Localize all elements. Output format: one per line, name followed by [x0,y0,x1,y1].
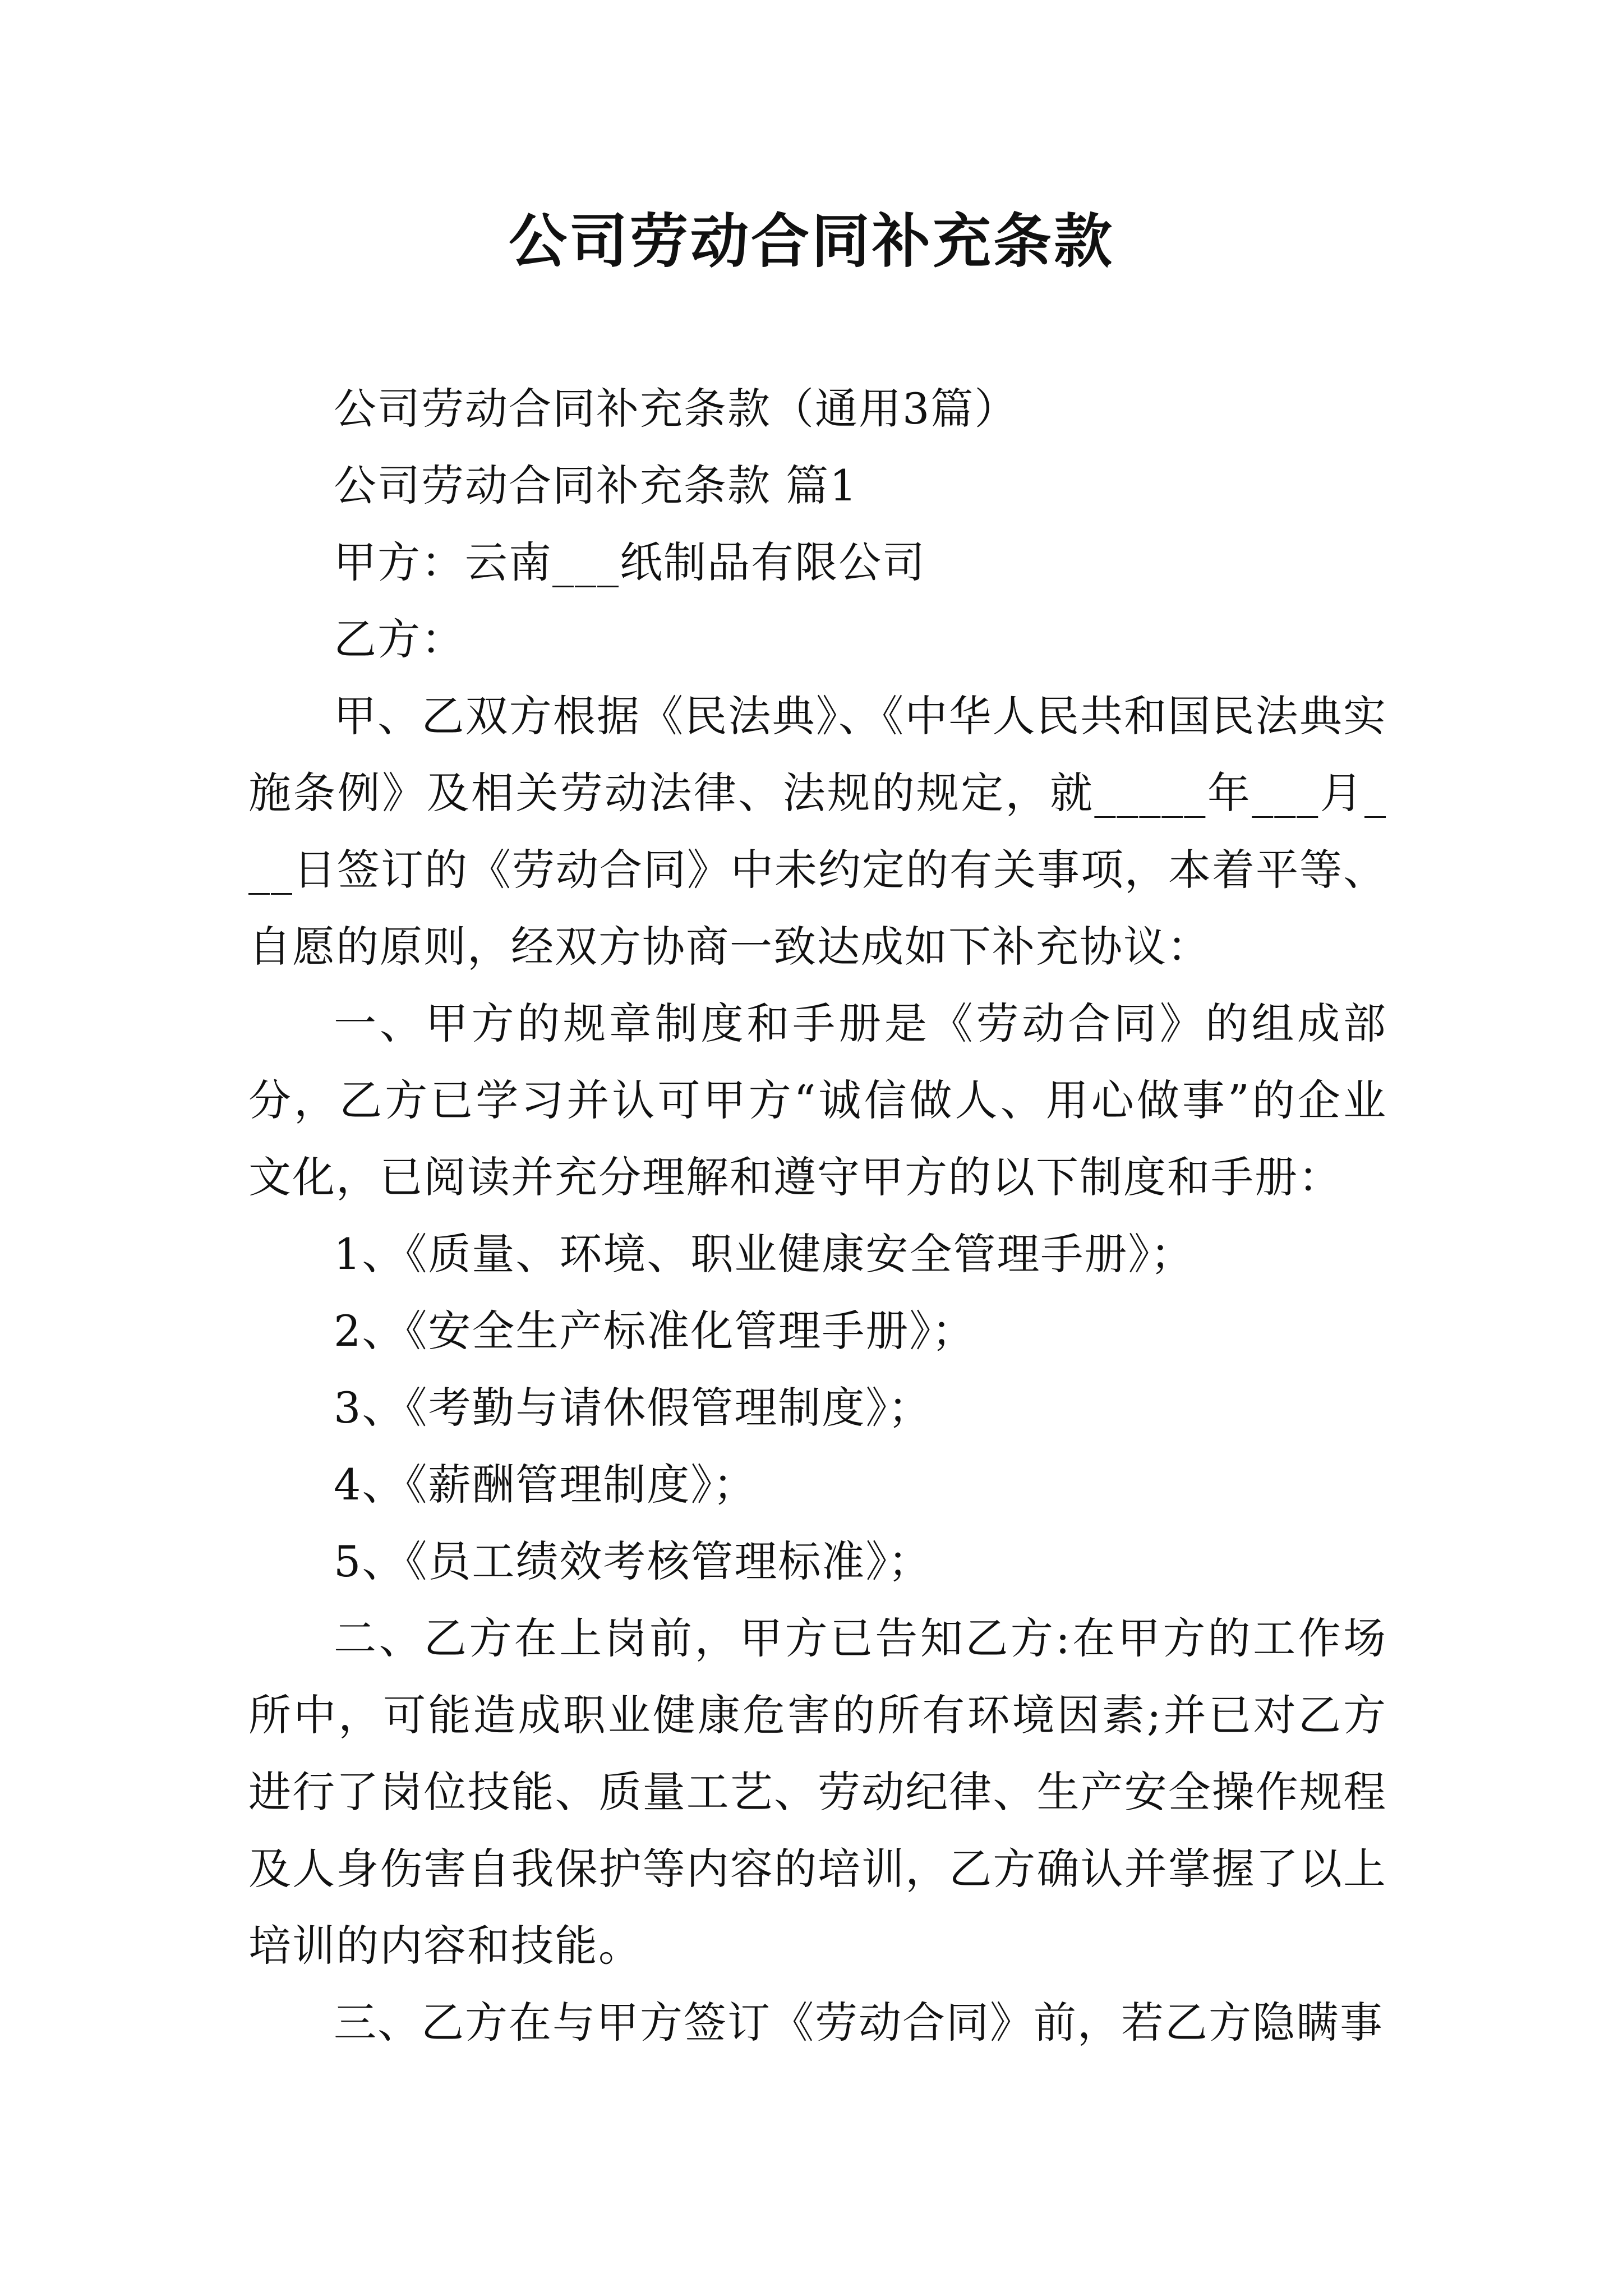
clause-three-paragraph: 三、乙方在与甲方签订《劳动合同》前，若乙方隐瞒事 [334,1998,1384,2047]
document-title: 公司劳动合同补充条款 [508,206,1114,275]
party-b-line: 乙方： [334,614,465,664]
subtitle-paragraph: 公司劳动合同补充条款（通用3篇） [334,384,1018,434]
list-item: 5、《员工绩效考核管理标准》； [334,1536,932,1586]
section-heading: 公司劳动合同补充条款 篇1 [334,461,858,510]
clause-one-paragraph: 一、甲方的规章制度和手册是《劳动合同》的组成部分，乙方已学习并认可甲方“诚信做人、用心做事”的企业文化，已阅读并充分理解和遵守甲方的以下制度和手册： [248,999,1387,1202]
list-item: 3、《考勤与请休假管理制度》； [334,1383,932,1433]
list-item: 4、《薪酬管理制度》； [334,1460,757,1510]
preamble-paragraph: 甲、乙双方根据《民法典》、《中华人民共和国民法典实施条例》及相关劳动法律、法规的规定，就_____年___月___日签订的《劳动合同》中未约定的有关事项，本着平等、自愿的原则，经双方协商一致达成如下补充协议： [248,691,1387,972]
document-body [248,370,1387,2061]
list-item: 2、《安全生产标准化管理手册》； [334,1306,976,1356]
clause-two-paragraph: 二、乙方在上岗前，甲方已告知乙方:在甲方的工作场所中，可能造成职业健康危害的所有环境因素;并已对乙方进行了岗位技能、质量工艺、劳动纪律、生产安全操作规程及人身伤害自我保护等内容的培训，乙方确认并掌握了以上培训的内容和技能。 [248,1613,1387,1971]
party-a-line: 甲方：云南___纸制品有限公司 [334,537,926,587]
list-item: 1、《质量、环境、职业健康安全管理手册》； [334,1229,1195,1279]
